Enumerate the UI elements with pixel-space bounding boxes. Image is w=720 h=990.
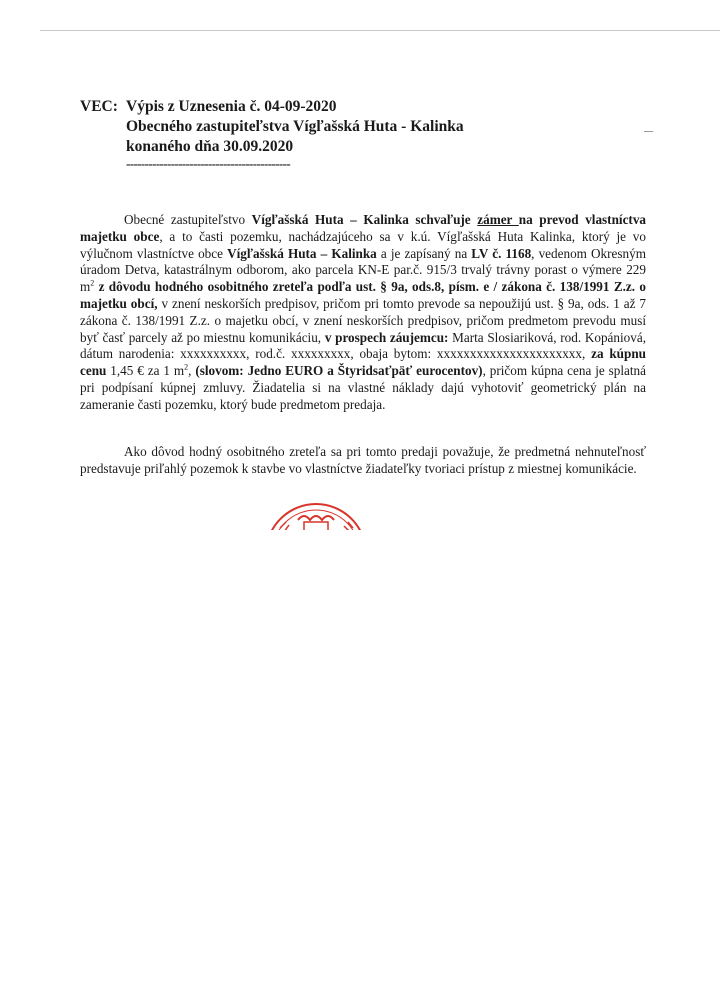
subject-line-3: konaného dňa 30.09.2020 (126, 138, 294, 155)
p1-s20: , pričom kúpna cena je splatná pri podpísaní kúpnej zmluvy. Žiadatelia si na vlastné náklady dajú vyhotoviť geometrický plán na zameranie časti pozemku, ktorý bude predmetom predaja. (80, 363, 646, 412)
p1-s08: LV č. 1168 (471, 245, 532, 261)
p1-s09: , vedenom Okresným úradom Detva, katastrálnym odborom, ako parcela KN-E par.č. 915/3 trvalý trávny porast o výmere 229 m (80, 245, 646, 295)
p1-s05: , a to časti pozemku, nachádzajúceho sa v k.ú. Vígľašská Huta Kalinka, ktorý je vo výlučnom vlastníctve obce (80, 228, 646, 261)
p1-s19: (slovom: Jedno EURO a Štyridsaťpäť eurocentov) (195, 363, 483, 379)
justification-paragraph: Ako dôvod hodný osobitného zreteľa sa pri tomto predaji považuje, že predmetná nehnuteľnosť predstavuje priľahlý pozemok k stavbe vo vlastníctve žiadateľky tvoriaci prístup z miestnej komunikácie. (80, 444, 646, 476)
official-seal-icon (260, 498, 372, 530)
document-header (80, 97, 464, 171)
p1-s02: Vígľašská Huta – Kalinka schvaľuje (251, 212, 478, 227)
p1-s11: z dôvodu hodného osobitného zreteľa podľa ust. § 9a, ods.8, písm. e / zákona č. 138/1991 Z.z. o majetku obcí, (80, 279, 646, 311)
scan-edge-rule (40, 30, 720, 31)
resolution-paragraph (80, 212, 646, 414)
subject-label: VEC: (80, 98, 118, 115)
p1-s14: Marta Slosiariková, rod. Kopániová, dátum narodenia: xxxxxxxxxx, rod.č. xxxxxxxxx, obaja bytom: xxxxxxxxxxxxxxxxxxxxxx, (80, 329, 647, 362)
p1-s04: na prevod vlastníctva majetku obce (80, 212, 647, 244)
p1-s12: v znení neskorších predpisov, pričom pri tomto prevode sa nepoužijú ust. § 9a, ods. 1 až 7 zákona č. 138/1991 Z.z. o majetku obcí, v znení neskorších predpisov, pričom predmetom prevodu musí byť časť parcely až po miestnu komunikáciu, (80, 295, 646, 345)
subject-line-1: Výpis z Uznesenia č. 04-09-2020 (126, 98, 337, 115)
margin-mark (644, 131, 653, 132)
subject-line-2: Obecného zastupiteľstva Vígľašská Huta - Kalinka (126, 118, 464, 135)
p1-s17: 2 (184, 362, 189, 372)
p1-s01: Obecné zastupiteľstvo (124, 212, 252, 227)
p1-s10: 2 (90, 278, 95, 288)
header-separator: -------------------------------------------- (126, 156, 291, 171)
p1-s18: , (188, 363, 196, 379)
p1-s16: 1,45 € za 1 m (106, 363, 185, 379)
p1-s03: zámer (477, 212, 519, 227)
p1-s13: v prospech záujemcu: (324, 329, 449, 345)
p1-s15: za kúpnu cenu (80, 346, 646, 379)
p1-s06: Vígľašská Huta – Kalinka (227, 245, 377, 261)
p1-s07: a je zapísaný na (376, 245, 472, 261)
